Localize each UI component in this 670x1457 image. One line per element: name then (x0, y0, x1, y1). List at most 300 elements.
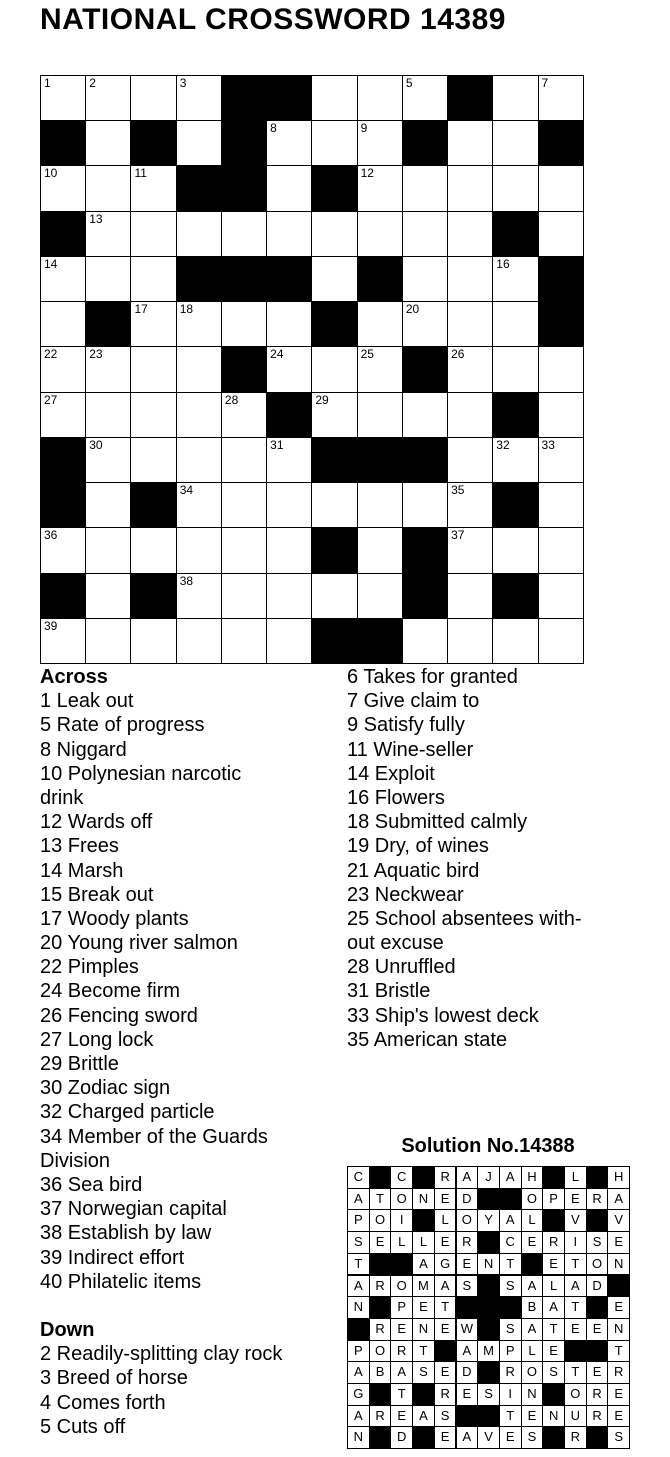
solution-letter: L (542, 1275, 565, 1298)
solution-letter: A (347, 1188, 370, 1211)
solution-letter: R (542, 1231, 565, 1254)
grid-cell[interactable] (176, 482, 222, 528)
grid-cell[interactable] (447, 165, 493, 211)
grid-cell[interactable] (492, 301, 538, 347)
grid-cell[interactable] (266, 618, 312, 664)
down-clue: 18 Submitted calmly (347, 811, 528, 834)
solution-black-square (586, 1426, 609, 1449)
solution-letter: A (412, 1405, 435, 1428)
grid-cell[interactable] (492, 437, 538, 483)
solution-letter: A (390, 1361, 413, 1384)
down-clues-continued (347, 665, 647, 1052)
black-square (130, 120, 176, 166)
solution-letter: I (390, 1209, 413, 1232)
across-clue: 38 Establish by law (40, 1222, 212, 1245)
clue-number: 9 (360, 121, 368, 136)
grid-cell[interactable] (492, 346, 538, 392)
solution-black-square (477, 1231, 500, 1254)
grid-cell[interactable] (402, 301, 448, 347)
clue-number: 5 (405, 76, 413, 90)
solution-letter: E (586, 1318, 609, 1341)
solution-letter: A (456, 1426, 479, 1449)
solution-letter: D (586, 1275, 609, 1298)
grid-cell[interactable] (357, 211, 403, 257)
solution-letter: R (499, 1361, 522, 1384)
solution-letter: N (347, 1426, 370, 1449)
grid-cell[interactable] (85, 392, 131, 438)
black-square (130, 482, 176, 528)
solution-letter: T (564, 1296, 587, 1319)
grid-cell[interactable] (402, 256, 448, 302)
grid-cell[interactable] (402, 75, 448, 121)
clue-number: 24 (270, 347, 284, 362)
solution-letter: A (542, 1296, 565, 1319)
grid-cell[interactable] (130, 618, 176, 664)
solution-letter: C (347, 1166, 370, 1189)
grid-cell[interactable] (311, 256, 357, 302)
grid-cell[interactable] (492, 527, 538, 573)
solution-black-square (477, 1361, 500, 1384)
grid-cell[interactable] (40, 392, 86, 438)
grid-cell[interactable] (85, 573, 131, 619)
grid-cell[interactable] (221, 301, 267, 347)
grid-cell[interactable] (40, 618, 86, 664)
grid-cell[interactable] (402, 618, 448, 664)
solution-black-square (369, 1296, 392, 1319)
clue-number: 29 (315, 392, 329, 407)
grid-cell[interactable] (130, 346, 176, 392)
grid-cell[interactable] (85, 165, 131, 211)
solution-black-square (586, 1340, 609, 1363)
grid-cell[interactable] (85, 618, 131, 664)
down-clue: 3 Breed of horse (40, 1367, 188, 1390)
grid-cell[interactable] (221, 482, 267, 528)
grid-cell[interactable] (447, 392, 493, 438)
clue-number: 39 (44, 618, 58, 633)
down-clue: 7 Give claim to (347, 690, 480, 713)
grid-cell[interactable] (130, 75, 176, 121)
grid-cell[interactable] (176, 437, 222, 483)
grid-cell[interactable] (311, 482, 357, 528)
solution-letter: A (347, 1275, 370, 1298)
grid-cell[interactable] (311, 75, 357, 121)
grid-cell[interactable] (176, 346, 222, 392)
grid-cell[interactable] (85, 527, 131, 573)
grid-cell[interactable] (176, 120, 222, 166)
solution-letter: T (564, 1361, 587, 1384)
grid-cell[interactable] (447, 437, 493, 483)
solution-black-square (564, 1340, 587, 1363)
clue-number: 1 (44, 76, 51, 90)
solution-letter: T (607, 1340, 630, 1363)
solution-letter: R (456, 1231, 479, 1254)
down-clue: 23 Neckwear (347, 883, 464, 906)
down-clue: 35 American state (347, 1028, 508, 1051)
solution-title: Solution No.14388 (401, 1135, 575, 1157)
solution-letter: M (477, 1340, 500, 1363)
grid-cell[interactable] (311, 346, 357, 392)
solution-letter: E (607, 1383, 630, 1406)
grid-cell[interactable] (357, 75, 403, 121)
grid-cell[interactable] (447, 346, 493, 392)
solution-letter: R (586, 1405, 609, 1428)
grid-cell[interactable] (130, 165, 176, 211)
grid-cell[interactable] (357, 120, 403, 166)
grid-cell[interactable] (221, 437, 267, 483)
solution-letter: P (390, 1296, 413, 1319)
grid-cell[interactable] (311, 211, 357, 257)
solution-black-square (477, 1318, 500, 1341)
solution-black-square (586, 1166, 609, 1189)
solution-black-square (369, 1383, 392, 1406)
grid-cell[interactable] (402, 211, 448, 257)
grid-cell[interactable] (538, 618, 584, 664)
solution-letter: N (412, 1188, 435, 1211)
solution-letter: E (456, 1253, 479, 1276)
solution-letter: R (390, 1340, 413, 1363)
black-square (221, 165, 267, 211)
solution-letter: S (347, 1231, 370, 1254)
grid-cell[interactable] (176, 211, 222, 257)
grid-cell[interactable] (492, 120, 538, 166)
solution-black-square (434, 1340, 457, 1363)
grid-cell[interactable] (447, 482, 493, 528)
solution-letter: M (412, 1275, 435, 1298)
black-square (402, 527, 448, 573)
grid-cell[interactable] (85, 482, 131, 528)
down-clue: 4 Comes forth (40, 1391, 166, 1414)
solution-letter: E (542, 1340, 565, 1363)
solution-letter: T (434, 1296, 457, 1319)
solution-letter: S (456, 1275, 479, 1298)
grid-cell[interactable] (357, 392, 403, 438)
grid-cell[interactable] (85, 437, 131, 483)
grid-cell[interactable] (40, 165, 86, 211)
solution-letter: D (390, 1426, 413, 1449)
solution-letter: O (521, 1361, 544, 1384)
grid-cell[interactable] (176, 75, 222, 121)
grid-cell[interactable] (492, 75, 538, 121)
grid-cell[interactable] (130, 392, 176, 438)
solution-letter: T (499, 1253, 522, 1276)
clue-number: 22 (44, 347, 58, 362)
solution-letter: C (390, 1166, 413, 1189)
black-square (538, 120, 584, 166)
solution-letter: A (564, 1275, 587, 1298)
grid-cell[interactable] (266, 120, 312, 166)
solution-letter: L (521, 1209, 544, 1232)
clue-number: 14 (44, 256, 58, 271)
grid-cell[interactable] (130, 256, 176, 302)
solution-letter: A (521, 1275, 544, 1298)
grid-cell[interactable] (402, 165, 448, 211)
solution-letter: T (499, 1405, 522, 1428)
grid-cell[interactable] (176, 573, 222, 619)
clue-number: 11 (134, 166, 147, 181)
grid-cell[interactable] (40, 301, 86, 347)
black-square (40, 437, 86, 483)
grid-cell[interactable] (492, 165, 538, 211)
grid-cell[interactable] (492, 256, 538, 302)
solution-letter: I (564, 1231, 587, 1254)
grid-cell[interactable] (40, 75, 86, 121)
clue-number: 20 (405, 302, 420, 317)
grid-cell[interactable] (266, 211, 312, 257)
down-clue: 14 Exploit (347, 762, 435, 785)
grid-cell[interactable] (538, 346, 584, 392)
solution-letter: P (542, 1188, 565, 1211)
grid-cell[interactable] (266, 437, 312, 483)
solution-letter: N (607, 1253, 630, 1276)
grid-cell[interactable] (538, 437, 584, 483)
solution-black-square (456, 1296, 479, 1319)
clue-number: 25 (360, 347, 374, 362)
grid-cell[interactable] (357, 573, 403, 619)
clue-number: 3 (179, 76, 187, 90)
grid-cell[interactable] (85, 75, 131, 121)
solution-letter: G (347, 1383, 370, 1406)
solution-letter: O (521, 1188, 544, 1211)
across-clue: 40 Philatelic items (40, 1270, 202, 1293)
grid-cell[interactable] (221, 527, 267, 573)
grid-cell[interactable] (402, 392, 448, 438)
across-clue: 39 Indirect effort (40, 1246, 185, 1269)
grid-cell[interactable] (447, 618, 493, 664)
solution-letter: S (477, 1383, 500, 1406)
clue-number: 30 (89, 437, 103, 452)
grid-cell[interactable] (221, 211, 267, 257)
black-square (538, 256, 584, 302)
black-square (266, 256, 312, 302)
solution-letter: E (499, 1426, 522, 1449)
across-clue: 15 Break out (40, 883, 154, 906)
grid-cell[interactable] (402, 482, 448, 528)
grid-cell[interactable] (176, 301, 222, 347)
clue-number: 12 (360, 166, 374, 181)
grid-cell[interactable] (85, 211, 131, 257)
solution-black-square (607, 1275, 630, 1298)
grid-cell[interactable] (40, 346, 86, 392)
grid-cell[interactable] (85, 120, 131, 166)
across-clue-list (40, 689, 340, 1294)
black-square (85, 301, 131, 347)
solution-letter: J (477, 1166, 500, 1189)
solution-letter: T (564, 1253, 587, 1276)
grid-cell[interactable] (538, 75, 584, 121)
grid-cell[interactable] (357, 301, 403, 347)
clue-number: 8 (270, 121, 277, 136)
black-square (538, 301, 584, 347)
grid-cell[interactable] (538, 573, 584, 619)
solution-black-square (412, 1209, 435, 1232)
across-clue: 22 Pimples (40, 956, 139, 979)
down-clue: 25 School absentees with- (347, 907, 582, 930)
solution-letter: O (564, 1383, 587, 1406)
solution-black-square (499, 1188, 522, 1211)
grid-cell[interactable] (538, 482, 584, 528)
grid-cell[interactable] (538, 211, 584, 257)
solution-black-square (369, 1426, 392, 1449)
down-clue: 19 Dry, of wines (347, 835, 489, 858)
grid-cell[interactable] (85, 256, 131, 302)
grid-cell[interactable] (266, 482, 312, 528)
black-square (40, 211, 86, 257)
clue-number: 31 (270, 437, 284, 452)
solution-letter: S (412, 1361, 435, 1384)
grid-cell[interactable] (221, 392, 267, 438)
clue-number: 33 (541, 437, 555, 452)
solution-letter: R (369, 1275, 392, 1298)
across-clues (40, 665, 340, 1439)
solution-letter: E (434, 1231, 457, 1254)
grid-cell[interactable] (266, 165, 312, 211)
grid-cell[interactable] (311, 573, 357, 619)
grid-cell[interactable] (357, 527, 403, 573)
black-square (492, 211, 538, 257)
grid-cell[interactable] (447, 256, 493, 302)
grid-cell[interactable] (266, 573, 312, 619)
solution-letter: R (586, 1188, 609, 1211)
solution-letter: V (564, 1209, 587, 1232)
grid-cell[interactable] (176, 618, 222, 664)
clue-number: 38 (179, 573, 194, 588)
solution-black-square (390, 1253, 413, 1276)
grid-cell[interactable] (130, 437, 176, 483)
grid-cell[interactable] (447, 120, 493, 166)
grid-cell[interactable] (85, 346, 131, 392)
black-square (176, 256, 222, 302)
solution-letter: R (586, 1383, 609, 1406)
clue-number: 26 (451, 347, 465, 362)
down-clue: 6 Takes for granted (347, 666, 518, 688)
grid-cell[interactable] (176, 527, 222, 573)
grid-cell[interactable] (447, 301, 493, 347)
clue-number: 28 (224, 392, 239, 407)
grid-cell[interactable] (447, 573, 493, 619)
solution-letter: T (412, 1340, 435, 1363)
down-clue: 21 Aquatic bird (347, 859, 480, 882)
black-square (266, 75, 312, 121)
black-square (176, 165, 222, 211)
black-square (311, 301, 357, 347)
grid-cell[interactable] (266, 301, 312, 347)
black-square (40, 573, 86, 619)
solution-letter: E (564, 1188, 587, 1211)
solution-letter: L (521, 1340, 544, 1363)
solution-black-square (542, 1166, 565, 1189)
black-square (357, 256, 403, 302)
solution-letter: V (607, 1209, 630, 1232)
grid-cell[interactable] (538, 527, 584, 573)
solution-black-square (521, 1253, 544, 1276)
solution-letter: U (564, 1405, 587, 1428)
grid-cell[interactable] (130, 211, 176, 257)
solution-letter: S (542, 1361, 565, 1384)
across-clue: 34 Member of the Guards (40, 1125, 268, 1148)
grid-cell[interactable] (221, 618, 267, 664)
across-clue: 24 Become firm (40, 980, 181, 1003)
across-clue: Division (40, 1149, 111, 1172)
grid-cell[interactable] (357, 165, 403, 211)
grid-cell[interactable] (266, 346, 312, 392)
solution-letter: T (369, 1188, 392, 1211)
solution-letter: E (434, 1426, 457, 1449)
black-square (311, 618, 357, 664)
down-heading: Down (40, 1319, 95, 1342)
solution-black-square (456, 1405, 479, 1428)
down-clue: 5 Cuts off (40, 1415, 126, 1438)
solution-letter: S (607, 1426, 630, 1449)
black-square (130, 573, 176, 619)
solution-letter: E (607, 1231, 630, 1254)
across-clue: 14 Marsh (40, 859, 124, 882)
black-square (311, 437, 357, 483)
solution-letter: R (607, 1361, 630, 1384)
black-square (266, 392, 312, 438)
down-clue: 28 Unruffled (347, 956, 456, 979)
solution-letter: G (434, 1253, 457, 1276)
grid-cell[interactable] (40, 256, 86, 302)
grid-cell[interactable] (221, 573, 267, 619)
solution-letter: E (412, 1296, 435, 1319)
grid-cell[interactable] (266, 527, 312, 573)
clue-number: 7 (541, 76, 549, 90)
down-clue: out excuse (347, 932, 444, 955)
across-clue: 27 Long lock (40, 1028, 154, 1051)
clue-number: 32 (496, 437, 510, 452)
black-square (40, 120, 86, 166)
grid-cell[interactable] (357, 346, 403, 392)
solution-letter: A (456, 1166, 479, 1189)
solution-letter: D (456, 1361, 479, 1384)
solution-letter: L (434, 1209, 457, 1232)
black-square (492, 482, 538, 528)
grid-cell[interactable] (447, 527, 493, 573)
grid-cell[interactable] (40, 527, 86, 573)
grid-cell[interactable] (447, 211, 493, 257)
grid-cell[interactable] (538, 392, 584, 438)
across-clue: 29 Brittle (40, 1053, 119, 1075)
black-square (357, 618, 403, 664)
solution-black-square (586, 1209, 609, 1232)
clue-number: 27 (44, 392, 58, 407)
solution-letter: A (521, 1318, 544, 1341)
solution-letter: R (369, 1405, 392, 1428)
solution-letter: E (521, 1231, 544, 1254)
grid-cell[interactable] (311, 120, 357, 166)
solution-letter: H (521, 1166, 544, 1189)
grid-cell[interactable] (538, 165, 584, 211)
solution-black-square (542, 1209, 565, 1232)
solution-black-square (477, 1188, 500, 1211)
down-clue: 11 Wine-seller (347, 738, 474, 761)
solution-black-square (586, 1296, 609, 1319)
grid-cell[interactable] (492, 618, 538, 664)
across-clue: 1 Leak out (40, 690, 134, 713)
across-clue: 12 Wards off (40, 811, 153, 834)
clue-number: 13 (89, 211, 103, 226)
grid-cell[interactable] (176, 392, 222, 438)
grid-cell[interactable] (130, 301, 176, 347)
solution-letter: O (390, 1275, 413, 1298)
grid-cell[interactable] (311, 392, 357, 438)
solution-letter: E (607, 1405, 630, 1428)
solution-letter: T (347, 1253, 370, 1276)
grid-cell[interactable] (130, 527, 176, 573)
solution-letter: N (347, 1296, 370, 1319)
grid-cell[interactable] (357, 482, 403, 528)
solution-letter: E (434, 1361, 457, 1384)
